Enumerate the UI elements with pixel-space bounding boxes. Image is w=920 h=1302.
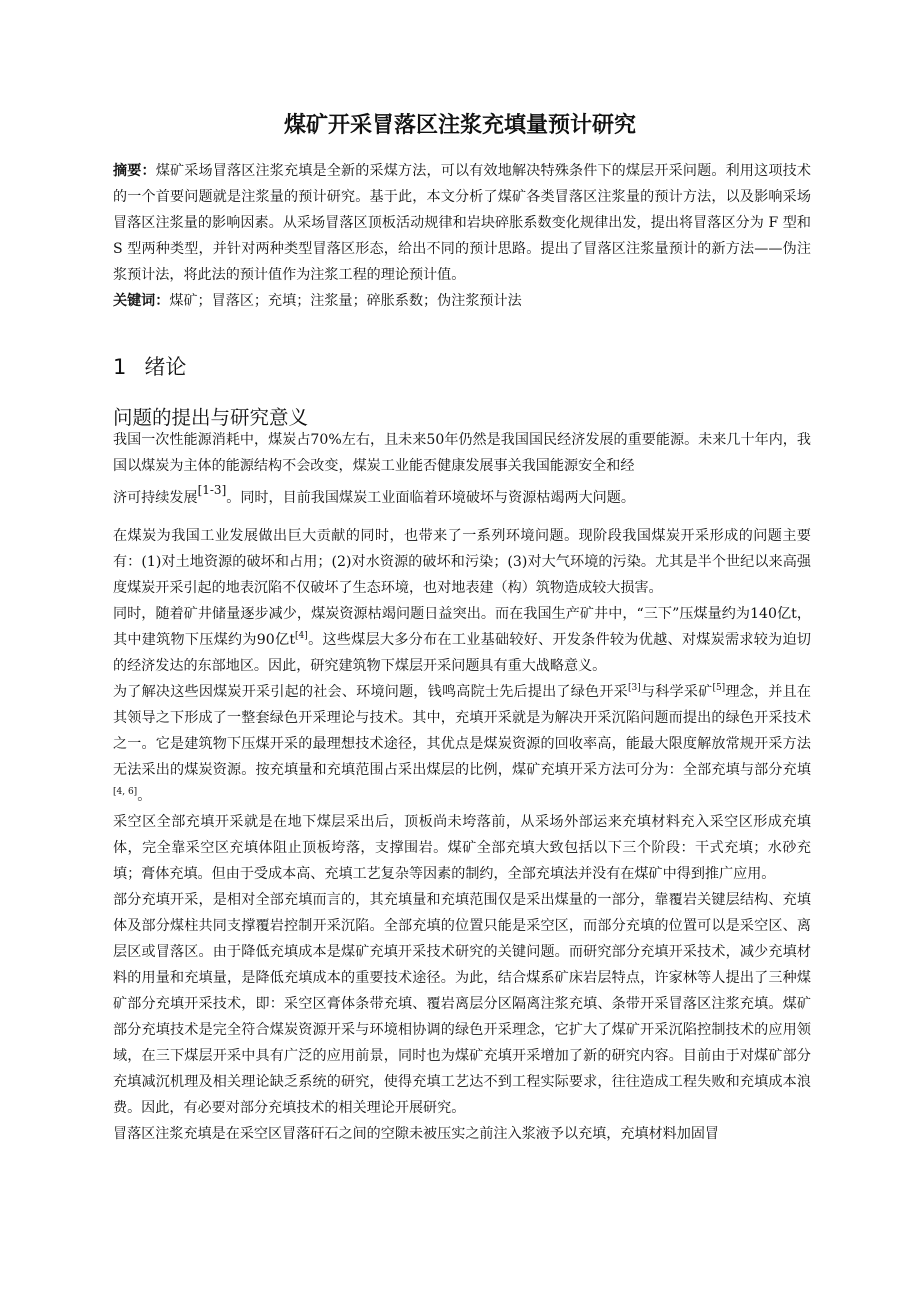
- paragraph-reserves-text-2: 。这些煤层大多分布在工业基础较好、开发条件较为优越、对煤炭需求较为迫切的经济发达的东部地区。因此，研究建筑物下煤层开采问题具有重大战略意义。: [113, 632, 811, 674]
- paper-title: 煤矿开采冒落区注浆充填量预计研究: [283, 113, 636, 138]
- paragraph-environment: 在煤炭为我国工业发展做出巨大贡献的同时，也带来了一系列环境问题。现阶段我国煤炭开采形成的问题主要有：(1)对土地资源的破坏和占用；(2)对水资源的破坏和污染；(3)对大气环境的污染。尤其是半个世纪以来高强度煤炭开采引起的地表沉陷不仅破坏了生态环境，也对地表建（构）筑物造成较大损害。: [113, 528, 811, 596]
- paragraph-green-text-2: 与科学采矿: [640, 684, 713, 700]
- keywords-label: 关键词：: [113, 293, 170, 309]
- paragraph-energy: [113, 427, 811, 517]
- paragraph-grouting: 冒落区注浆充填是在采空区冒落矸石之间的空隙未被压实之前注入浆液予以充填，充填材料加固冒: [113, 1126, 720, 1142]
- citation-5: [5]: [712, 683, 726, 693]
- paragraph-reserves: [113, 601, 811, 679]
- paragraph-reserves-text-1: 同时，随着矿井储量逐步减少，煤炭资源枯竭问题日益突出。而在我国生产矿井中，“三下”压煤量约为140亿t，其中建筑物下压煤约为90亿t: [113, 606, 811, 648]
- citation-1-3: [1-3]: [197, 483, 227, 497]
- citation-4: [4]: [295, 631, 308, 641]
- paragraph-partial-backfill: 部分充填开采，是相对全部充填而言的，其充填量和充填范围仅是采出煤量的一部分，靠覆岩关键层结构、充填体及部分煤柱共同支撑覆岩控制开采沉陷。全部充填的位置只能是采空区，而部分充填的位置可以是采空区、离层区或冒落区。由于降低充填成本是煤矿充填开采技术研究的关键问题。而研究部分充填开采技术，减少充填材料的用量和充填量，是降低充填成本的重要技术途径。为此，结合煤系矿床岩层特点，许家林等人提出了三种煤矿部分充填开采技术，即：采空区膏体条带充填、覆岩离层分区隔离注浆充填、条带开采冒落区注浆充填。煤矿部分充填技术是完全符合煤炭资源开采与环境相协调的绿色开采理念，它扩大了煤矿开采沉陷控制技术的应用领域，在三下煤层开采中具有广泛的应用前景，同时也为煤矿充填开采增加了新的研究内容。目前由于对煤矿部分充填减沉机理及相关理论缺乏系统的研究，使得充填工艺达不到工程实际要求，往往造成工程失败和充填成本浪费。因此，有必要对部分充填技术的相关理论开展研究。: [113, 892, 811, 1116]
- keywords-paragraph: [113, 288, 811, 314]
- paragraph-energy-text-3: 。同时，目前我国煤炭工业面临着环境破坏与资源枯竭两大问题。: [226, 490, 635, 506]
- subsection-heading: 问题的提出与研究意义: [113, 406, 309, 429]
- abstract-block: [113, 158, 811, 314]
- citation-3: [3]: [627, 683, 641, 693]
- abstract-text: 煤矿采场冒落区注浆充填是全新的采煤方法，可以有效地解决特殊条件下的煤层开采问题。利用这项技术的一个首要问题就是注浆量的预计研究。基于此，本文分析了煤矿各类冒落区注浆量的预计方法，以及影响采场冒落区注浆量的影响因素。从采场冒落区顶板活动规律和岩块碎胀系数变化规律出发，提出将冒落区分为 F 型和 S 型两种类型，并针对两种类型冒落区形态，给出不同的预计思路。提出了冒落区注浆量预计的新方法——伪注浆预计法，将此法的预计值作为注浆工程的理论预计值。: [113, 163, 812, 283]
- paragraph-full-backfill: 采空区全部充填开采就是在地下煤层采出后，顶板尚未垮落前，从采场外部运来充填材料充入采空区形成充填体，完全靠采空区充填体阻止顶板垮落，支撑围岩。煤矿全部充填大致包括以下三个阶段：干式充填；水砂充填；膏体充填。但由于受成本高、充填工艺复杂等因素的制约，全部充填法并没有在煤矿中得到推广应用。: [113, 814, 811, 882]
- body-text: [113, 427, 811, 1147]
- section-title: 绪论: [144, 355, 187, 379]
- paragraph-energy-text-2: 济可持续发展: [113, 490, 198, 506]
- section-heading: [113, 351, 186, 381]
- paragraph-energy-last-line: [113, 479, 811, 517]
- keywords-text: 煤矿；冒落区；充填；注浆量；碎胀系数；伪注浆预计法: [169, 293, 522, 309]
- citation-4-6: [4, 6]: [113, 787, 138, 797]
- paragraph-energy-text-1: 我国一次性能源消耗中，煤炭占70%左右，且未来50年仍然是我国国民经济发展的重要能源。未来几十年内，我国以煤炭为主体的能源结构不会改变，煤炭工业能否健康发展事关我国能源安全和经: [113, 432, 811, 474]
- paragraph-green-text-1: 为了解决这些因煤炭开采引起的社会、环境问题，钱鸣高院士先后提出了绿色开采: [113, 684, 628, 700]
- abstract-label: 摘要：: [113, 163, 156, 179]
- abstract-paragraph: [113, 158, 811, 288]
- paragraph-green-mining: [113, 679, 811, 809]
- section-number: 1: [113, 355, 127, 379]
- paragraph-green-text-3: 理念，并且在其领导之下形成了一整套绿色开采理论与技术。其中，充填开采就是为解决开采沉陷问题而提出的绿色开采技术之一。它是建筑物下压煤开采的最理想技术途径，其优点是煤炭资源的回收率高，能最大限度解放常规开采方法无法采出的煤炭资源。按充填量和充填范围占采出煤层的比例，煤矿充填开采方法可分为：全部充填与部分充填: [113, 684, 812, 778]
- paragraph-green-text-4: 。: [137, 788, 152, 804]
